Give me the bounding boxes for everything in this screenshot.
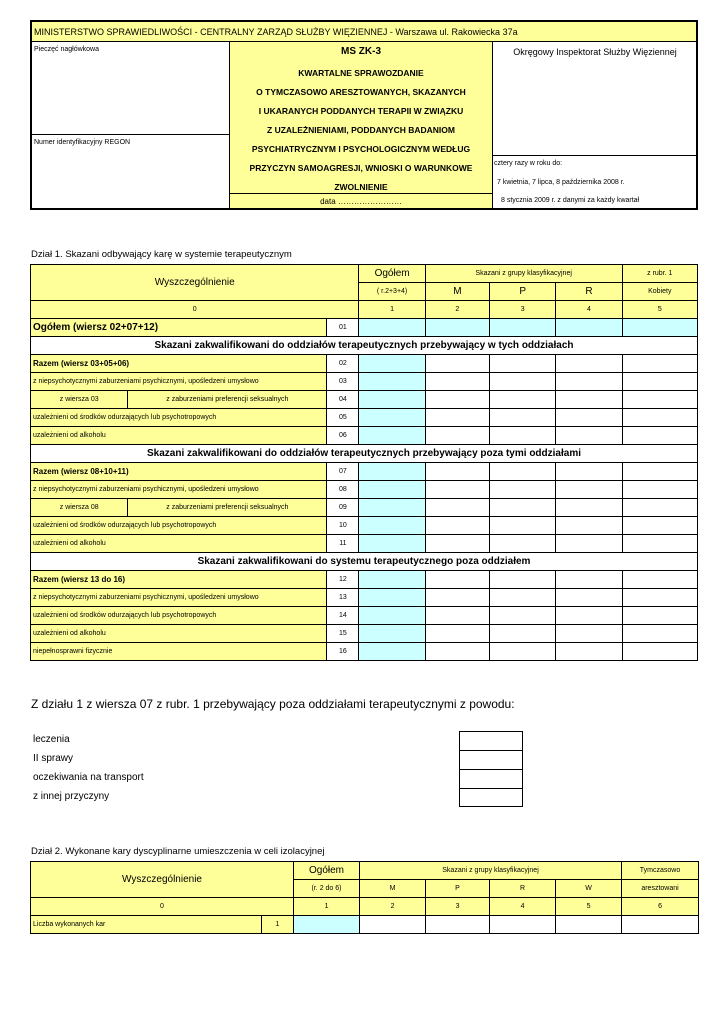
cell-input[interactable] — [490, 355, 556, 373]
col-rubr-header: z rubr. 1 — [622, 265, 697, 283]
row-code: 07 — [327, 463, 359, 481]
row-code: 10 — [327, 517, 359, 535]
row-code: 06 — [327, 427, 359, 445]
row-label: z niepsychotycznymi zaburzeniami psychicznymi, upośledzeni umysłowo — [31, 481, 327, 499]
cell-input[interactable] — [556, 409, 622, 427]
cell-input[interactable] — [359, 517, 425, 535]
form-title-line: ZWOLNIENIE — [334, 182, 388, 192]
cell-input[interactable] — [490, 643, 556, 661]
row-label: uzależnieni od środków odurzających lub psychotropowych — [31, 517, 327, 535]
row-code: 16 — [327, 643, 359, 661]
row-label: Razem (wiersz 03+05+06) — [31, 355, 327, 373]
stamp-label: Pieczęć nagłówkowa — [34, 46, 99, 53]
table-row — [31, 391, 698, 409]
col-spec-header: Wyszczególnienie — [31, 862, 294, 898]
cell-input[interactable] — [622, 373, 697, 391]
row-label-a: z wiersza 03 — [31, 391, 128, 409]
col-temp-sub: aresztowani — [622, 880, 699, 898]
col-num: 2 — [360, 898, 426, 916]
cell-input[interactable] — [425, 481, 489, 499]
cell-input[interactable] — [622, 607, 697, 625]
row-code: 11 — [327, 535, 359, 553]
cell-input[interactable] — [490, 916, 556, 934]
section1-title: Dział 1. Skazani odbywający karę w systemie terapeutycznym — [31, 249, 292, 260]
cell-input[interactable] — [490, 517, 556, 535]
reason-input[interactable] — [459, 731, 523, 751]
cell-input[interactable] — [359, 319, 425, 337]
row-code: 1 — [262, 916, 294, 934]
col-p-header: P — [490, 283, 556, 301]
col-num: 5 — [556, 898, 622, 916]
cell-input[interactable] — [556, 373, 622, 391]
col-m-header: M — [425, 283, 489, 301]
cell-input[interactable] — [556, 571, 622, 589]
recipient-box — [492, 42, 696, 208]
cell-input[interactable] — [359, 589, 425, 607]
col-num: 0 — [31, 301, 359, 319]
row-code: 03 — [327, 373, 359, 391]
cell-input[interactable] — [556, 481, 622, 499]
cell-input[interactable] — [490, 481, 556, 499]
cell-input[interactable] — [490, 463, 556, 481]
row-code: 14 — [327, 607, 359, 625]
form-code: MS ZK-3 — [341, 45, 381, 57]
cell-input[interactable] — [425, 589, 489, 607]
subsection-title: Skazani zakwalifikowani do oddziałów terapeutycznych przebywający poza tymi oddziałami — [31, 445, 698, 463]
cell-input[interactable] — [622, 625, 697, 643]
cell-input[interactable] — [622, 916, 699, 934]
row-label: z niepsychotycznymi zaburzeniami psychicznymi, upośledzeni umysłowo — [31, 373, 327, 391]
form-title-line: KWARTALNE SPRAWOZDANIE — [298, 68, 424, 78]
row-label-b: z zaburzeniami preferencji seksualnych — [128, 391, 327, 409]
form-title-line: Z UZALEŻNIENIAMI, PODDANYCH BADANIOM — [267, 125, 455, 135]
form-title-line: PRZYCZYN SAMOAGRESJI, WNIOSKI O WARUNKOWE — [249, 163, 473, 173]
row-code: 01 — [327, 319, 359, 337]
cell-input[interactable] — [490, 499, 556, 517]
cell-input[interactable] — [622, 481, 697, 499]
subsection-title: Skazani zakwalifikowani do oddziałów terapeutycznych przebywający w tych oddziałach — [31, 337, 698, 355]
col-num: 4 — [556, 301, 622, 319]
cell-input[interactable] — [360, 916, 426, 934]
col-r-header: R — [490, 880, 556, 898]
form-title-line: PSYCHIATRYCZNYM I PSYCHOLOGICZNYM WEDŁUG — [251, 144, 471, 154]
cell-input[interactable] — [359, 607, 425, 625]
cell-input[interactable] — [490, 427, 556, 445]
cell-input[interactable] — [490, 391, 556, 409]
col-total-sub: (r. 2 do 6) — [294, 880, 360, 898]
cell-input[interactable] — [556, 517, 622, 535]
form-title-line: O TYMCZASOWO ARESZTOWANYCH, SKAZANYCH — [256, 87, 466, 97]
row-label: uzależnieni od alkoholu — [31, 625, 327, 643]
col-num: 3 — [490, 301, 556, 319]
row-label: niepełnosprawni fizycznie — [31, 643, 327, 661]
col-num: 5 — [622, 301, 697, 319]
cell-input[interactable] — [556, 589, 622, 607]
cell-input[interactable] — [490, 625, 556, 643]
row-code: 12 — [327, 571, 359, 589]
col-m-header: M — [360, 880, 426, 898]
table-row — [31, 463, 698, 481]
row-label: uzależnieni od środków odurzających lub psychotropowych — [31, 409, 327, 427]
row-label: Liczba wykonanych kar — [31, 916, 262, 934]
cell-input[interactable] — [622, 499, 697, 517]
row-code: 08 — [327, 481, 359, 499]
reason-label: z innej przyczyny — [33, 791, 110, 802]
cell-input[interactable] — [622, 409, 697, 427]
cell-input[interactable] — [425, 517, 489, 535]
cell-input[interactable] — [490, 571, 556, 589]
table-row — [31, 916, 699, 934]
cell-input[interactable] — [622, 391, 697, 409]
cell-input[interactable] — [556, 391, 622, 409]
cell-input[interactable] — [359, 481, 425, 499]
regon-box — [32, 134, 229, 208]
table-row — [31, 571, 698, 589]
cell-input[interactable] — [359, 535, 425, 553]
row-label: Razem (wiersz 08+10+11) — [31, 463, 327, 481]
reason-input[interactable] — [459, 788, 523, 807]
row-label: z niepsychotycznymi zaburzeniami psychicznymi, upośledzeni umysłowo — [31, 589, 327, 607]
frequency-label: cztery razy w roku do: — [494, 160, 563, 167]
cell-input[interactable] — [425, 319, 489, 337]
row-label: Ogółem (wiersz 02+07+12) — [31, 319, 327, 337]
table-row — [31, 517, 698, 535]
col-total-sub: ( r.2+3+4) — [359, 283, 425, 301]
reasons-title: Z działu 1 z wiersza 07 z rubr. 1 przebywający poza oddziałami terapeutycznymi z powodu: — [31, 697, 515, 711]
cell-input[interactable] — [556, 463, 622, 481]
col-num: 1 — [294, 898, 360, 916]
cell-input[interactable] — [359, 409, 425, 427]
col-w-header: W — [556, 880, 622, 898]
deadline-box — [493, 155, 697, 208]
col-num: 1 — [359, 301, 425, 319]
row-code: 02 — [327, 355, 359, 373]
reason-input[interactable] — [459, 750, 523, 770]
col-num: 6 — [622, 898, 699, 916]
subsection-title: Skazani zakwalifikowani do systemu terapeutycznego poza oddziałem — [31, 553, 698, 571]
cell-input[interactable] — [556, 916, 622, 934]
col-num: 3 — [426, 898, 490, 916]
reason-label: oczekiwania na transport — [33, 772, 144, 783]
table-row — [31, 589, 698, 607]
row-label: uzależnieni od środków odurzających lub psychotropowych — [31, 607, 327, 625]
table-row — [31, 643, 698, 661]
table-row — [31, 355, 698, 373]
cell-input[interactable] — [622, 589, 697, 607]
col-temp-header: Tymczasowo — [622, 862, 699, 880]
table-row — [31, 409, 698, 427]
cell-input[interactable] — [425, 427, 489, 445]
section2-table — [30, 861, 699, 934]
cell-input[interactable] — [425, 571, 489, 589]
cell-input[interactable] — [556, 625, 622, 643]
cell-input[interactable] — [490, 535, 556, 553]
cell-input[interactable] — [490, 589, 556, 607]
row-label-a: z wiersza 08 — [31, 499, 128, 517]
cell-input[interactable] — [425, 391, 489, 409]
date-field[interactable]: data …………………… — [230, 193, 492, 208]
reason-label: II sprawy — [33, 753, 74, 764]
cell-input[interactable] — [622, 643, 697, 661]
section1-table — [30, 264, 698, 661]
cell-input[interactable] — [622, 355, 697, 373]
cell-input[interactable] — [425, 499, 489, 517]
cell-input[interactable] — [425, 607, 489, 625]
cell-input[interactable] — [294, 916, 360, 934]
table-row — [31, 319, 698, 337]
table-row — [31, 607, 698, 625]
reason-label: leczenia — [33, 734, 70, 745]
col-total-header: Ogółem — [359, 265, 425, 283]
col-total-header: Ogółem — [294, 862, 360, 880]
cell-input[interactable] — [622, 319, 697, 337]
cell-input[interactable] — [359, 499, 425, 517]
cell-input[interactable] — [359, 625, 425, 643]
cell-input[interactable] — [425, 625, 489, 643]
col-spec-header: Wyszczególnienie — [31, 265, 359, 301]
cell-input[interactable] — [359, 427, 425, 445]
cell-input[interactable] — [359, 391, 425, 409]
table-row — [31, 373, 698, 391]
cell-input[interactable] — [425, 463, 489, 481]
cell-input[interactable] — [425, 643, 489, 661]
cell-input[interactable] — [490, 607, 556, 625]
row-code: 05 — [327, 409, 359, 427]
reason-input[interactable] — [459, 769, 523, 789]
cell-input[interactable] — [426, 916, 490, 934]
col-num: 4 — [490, 898, 556, 916]
col-num: 0 — [31, 898, 294, 916]
table-row — [31, 499, 698, 517]
table-row — [31, 625, 698, 643]
row-code: 15 — [327, 625, 359, 643]
form-header — [30, 20, 698, 210]
cell-input[interactable] — [359, 355, 425, 373]
section2-title: Dział 2. Wykonane kary dyscyplinarne umieszczenia w celi izolacyjnej — [31, 846, 325, 857]
cell-input[interactable] — [556, 355, 622, 373]
cell-input[interactable] — [622, 517, 697, 535]
cell-input[interactable] — [490, 409, 556, 427]
cell-input[interactable] — [359, 373, 425, 391]
cell-input[interactable] — [490, 373, 556, 391]
cell-input[interactable] — [622, 427, 697, 445]
form-title-line: I UKARANYCH PODDANYCH TERAPII W ZWIĄZKU — [258, 106, 464, 116]
form-title — [230, 64, 492, 197]
deadline-1: 7 kwietnia, 7 lipca, 8 października 2008 r. — [497, 179, 625, 186]
col-p-header: P — [426, 880, 490, 898]
recipient-label: Okręgowy Inspektorat Służby Więziennej — [513, 47, 677, 57]
row-code: 04 — [327, 391, 359, 409]
col-r-header: R — [556, 283, 622, 301]
table-row — [31, 535, 698, 553]
cell-input[interactable] — [622, 535, 697, 553]
form-title-box — [230, 42, 492, 208]
cell-input[interactable] — [425, 373, 489, 391]
table-row — [31, 481, 698, 499]
row-label: Razem (wiersz 13 do 16) — [31, 571, 327, 589]
cell-input[interactable] — [556, 607, 622, 625]
cell-input[interactable] — [556, 427, 622, 445]
col-num: 2 — [425, 301, 489, 319]
row-code: 09 — [327, 499, 359, 517]
col-women-header: Kobiety — [622, 283, 697, 301]
cell-input[interactable] — [359, 571, 425, 589]
cell-input[interactable] — [425, 535, 489, 553]
regon-label: Numer identyfikacyjny REGON — [34, 139, 131, 146]
table-row — [31, 427, 698, 445]
cell-input[interactable] — [556, 319, 622, 337]
cell-input[interactable] — [425, 355, 489, 373]
cell-input[interactable] — [556, 535, 622, 553]
col-groups-header: Skazani z grupy klasyfikacyjnej — [360, 862, 622, 880]
cell-input[interactable] — [425, 409, 489, 427]
cell-input[interactable] — [490, 319, 556, 337]
cell-input[interactable] — [359, 463, 425, 481]
cell-input[interactable] — [556, 499, 622, 517]
cell-input[interactable] — [556, 643, 622, 661]
cell-input[interactable] — [622, 571, 697, 589]
row-label: uzależnieni od alkoholu — [31, 535, 327, 553]
cell-input[interactable] — [359, 643, 425, 661]
cell-input[interactable] — [622, 463, 697, 481]
row-label: uzależnieni od alkoholu — [31, 427, 327, 445]
row-label-b: z zaburzeniami preferencji seksualnych — [128, 499, 327, 517]
ministry-banner: MINISTERSTWO SPRAWIEDLIWOŚCI - CENTRALNY ZARZĄD SŁUŻBY WIĘZIENNEJ - Warszawa ul. Rakowiecka 37a — [32, 22, 696, 42]
col-groups-header: Skazani z grupy klasyfikacyjnej — [425, 265, 622, 283]
row-code: 13 — [327, 589, 359, 607]
deadline-2: 8 stycznia 2009 r. z danymi za każdy kwartał — [501, 197, 640, 204]
stamp-box — [32, 42, 230, 208]
